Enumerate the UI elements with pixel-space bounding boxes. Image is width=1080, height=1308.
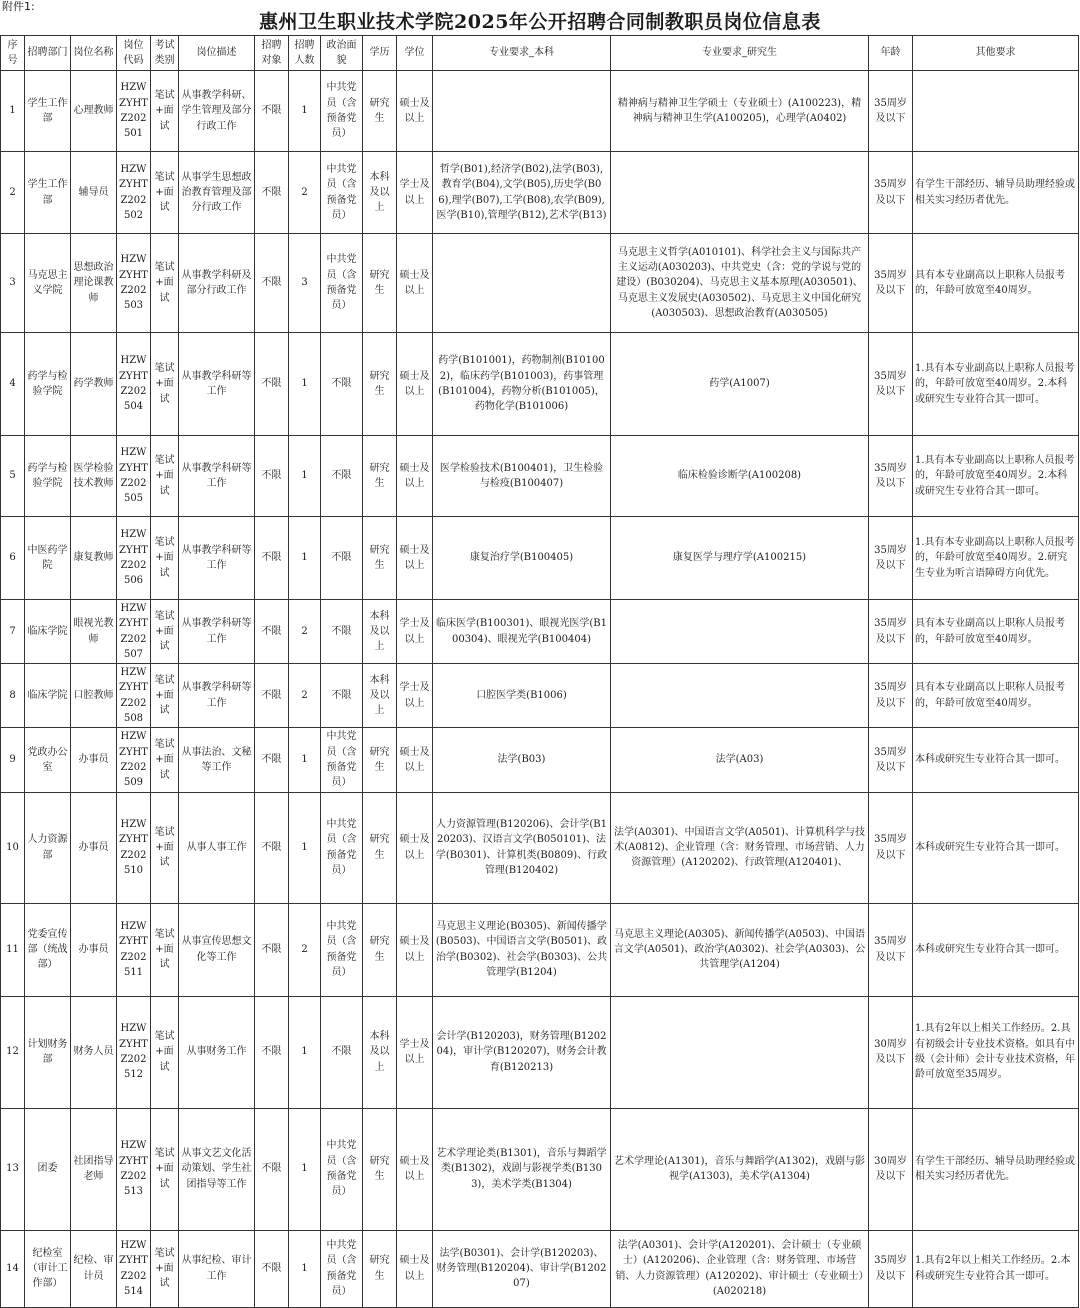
table-cell: 办事员 <box>71 903 117 996</box>
table-cell: 康复医学与理疗学(A100215) <box>611 517 869 600</box>
table-cell: 党政办公室 <box>25 728 71 792</box>
table-cell: 不限 <box>255 333 289 436</box>
table-cell: 不限 <box>255 234 289 333</box>
table-cell: 康复教师 <box>71 517 117 600</box>
table-cell: 1 <box>289 996 321 1108</box>
table-cell: 1 <box>289 517 321 600</box>
table-cell: 康复治疗学(B100405) <box>433 517 611 600</box>
table-cell: 团委 <box>25 1108 71 1230</box>
header-cell: 岗位描述 <box>179 36 255 71</box>
table-cell: 硕士及以上 <box>397 1230 433 1307</box>
table-cell <box>611 996 869 1108</box>
table-row <box>1 996 1079 1108</box>
table-cell: 学生工作部 <box>25 152 71 234</box>
table-cell: 从事教学科研等工作 <box>179 664 255 728</box>
table-cell: HZWZYHTZ202508 <box>117 664 151 728</box>
table-cell: 笔试+面试 <box>151 792 179 903</box>
table-cell: 从事纪检、审计工作 <box>179 1230 255 1307</box>
table-cell: 2 <box>289 152 321 234</box>
table-cell: HZWZYHTZ202507 <box>117 600 151 664</box>
table-cell: 从事宣传思想文化等工作 <box>179 903 255 996</box>
table-row <box>1 600 1079 664</box>
table-cell: 笔试+面试 <box>151 71 179 152</box>
header-cell: 年龄 <box>869 36 913 71</box>
table-cell: 1 <box>289 71 321 152</box>
table-cell: 笔试+面试 <box>151 436 179 517</box>
table-cell: 不限 <box>321 996 363 1108</box>
table-cell: 1 <box>1 71 25 152</box>
table-cell: 不限 <box>255 436 289 517</box>
table-cell: 12 <box>1 996 25 1108</box>
table-cell: 本科或研究生专业符合其一即可。 <box>913 728 1079 792</box>
table-cell: HZWZYHTZ202509 <box>117 728 151 792</box>
page-title: 惠州卫生职业技术学院2025年公开招聘合同制教职员岗位信息表 <box>259 11 821 33</box>
table-cell: 社团指导老师 <box>71 1108 117 1230</box>
header-cell: 考试类别 <box>151 36 179 71</box>
table-cell: 研究生 <box>363 1108 397 1230</box>
table-cell: HZWZYHTZ202506 <box>117 517 151 600</box>
table-cell: 精神病与精神卫生学硕士（专业硕士）(A100223)，精神病与精神卫生学(A100205)，心理学(A0402) <box>611 71 869 152</box>
table-cell: 学生工作部 <box>25 71 71 152</box>
table-cell: 中共党员（含预备党员） <box>321 152 363 234</box>
table-cell: 不限 <box>321 664 363 728</box>
table-cell: 从事教学科研等工作 <box>179 600 255 664</box>
table-row <box>1 903 1079 996</box>
table-cell: 不限 <box>255 792 289 903</box>
header-cell: 其他要求 <box>913 36 1079 71</box>
table-cell: 研究生 <box>363 436 397 517</box>
table-cell: 医学检验技术教师 <box>71 436 117 517</box>
table-cell: 口腔教师 <box>71 664 117 728</box>
table-cell: 从事学生思想政治教育管理及部分行政工作 <box>179 152 255 234</box>
table-cell: 硕士及以上 <box>397 71 433 152</box>
table-cell: 具有本专业副高以上职称人员报考的，年龄可放宽至40周岁。 <box>913 234 1079 333</box>
table-cell: 硕士及以上 <box>397 903 433 996</box>
table-cell: 临床检验诊断学(A100208) <box>611 436 869 517</box>
table-cell: 从事教学科研及部分行政工作 <box>179 234 255 333</box>
table-cell: 本科及以上 <box>363 600 397 664</box>
table-cell <box>433 234 611 333</box>
table-cell: 口腔医学类(B1006) <box>433 664 611 728</box>
table-cell: HZWZYHTZ202502 <box>117 152 151 234</box>
table-cell: 中共党员（含预备党员） <box>321 71 363 152</box>
table-cell: 不限 <box>255 903 289 996</box>
table-cell: 2 <box>289 903 321 996</box>
table-row <box>1 436 1079 517</box>
table-cell: 从事文艺文化活动策划、学生社团指导等工作 <box>179 1108 255 1230</box>
table-cell: 35周岁及以下 <box>869 333 913 436</box>
table-cell: 13 <box>1 1108 25 1230</box>
table-cell: 笔试+面试 <box>151 600 179 664</box>
table-cell: 不限 <box>321 517 363 600</box>
table-row <box>1 1230 1079 1307</box>
table-cell: 30周岁及以下 <box>869 1108 913 1230</box>
table-cell: 笔试+面试 <box>151 996 179 1108</box>
table-cell <box>611 664 869 728</box>
table-cell: 研究生 <box>363 792 397 903</box>
table-cell: 法学(B0301)、会计学(B120203)、财务管理(B120204)、审计学(B120207) <box>433 1230 611 1307</box>
table-cell: 1.具有2年以上相关工作经历。2.具有初级会计专业技术资格。如具有中级（会计师）会计专业技术资格，年龄可放宽至35周岁。 <box>913 996 1079 1108</box>
table-cell: 学士及以上 <box>397 664 433 728</box>
table-cell: 35周岁及以下 <box>869 436 913 517</box>
table-cell: 硕士及以上 <box>397 333 433 436</box>
table-cell: HZWZYHTZ202501 <box>117 71 151 152</box>
table-cell: 2 <box>289 664 321 728</box>
table-cell: 中共党员（含预备党员） <box>321 1230 363 1307</box>
header-cell: 岗位名称 <box>71 36 117 71</box>
table-cell: 具有本专业副高以上职称人员报考的，年龄可放宽至40周岁。 <box>913 664 1079 728</box>
table-cell: 马克思主义学院 <box>25 234 71 333</box>
table-cell: 不限 <box>321 600 363 664</box>
table-cell: 笔试+面试 <box>151 903 179 996</box>
table-cell: 哲学(B01),经济学(B02),法学(B03),教育学(B04),文学(B05),历史学(B06),理学(B07),工学(B08),农学(B09),医学(B10),管理学(B12),艺术学(B13) <box>433 152 611 234</box>
table-cell: 本科及以上 <box>363 996 397 1108</box>
table-cell: 不限 <box>255 728 289 792</box>
table-cell: 法学(A03) <box>611 728 869 792</box>
table-cell: HZWZYHTZ202503 <box>117 234 151 333</box>
table-cell: 7 <box>1 600 25 664</box>
header-cell: 专业要求_本科 <box>433 36 611 71</box>
table-cell: 医学检验技术(B100401)，卫生检验与检疫(B100407) <box>433 436 611 517</box>
table-cell: 1 <box>289 1230 321 1307</box>
table-cell: 1 <box>289 333 321 436</box>
table-cell: 从事教学科研等工作 <box>179 333 255 436</box>
table-cell: 不限 <box>321 436 363 517</box>
table-cell: 研究生 <box>363 333 397 436</box>
table-cell: 中共党员（含预备党员） <box>321 728 363 792</box>
header-cell: 学位 <box>397 36 433 71</box>
table-cell: 眼视光教师 <box>71 600 117 664</box>
table-cell: 从事教学科研等工作 <box>179 517 255 600</box>
table-cell: 2 <box>1 152 25 234</box>
table-cell: 药学(A1007) <box>611 333 869 436</box>
table-row <box>1 152 1079 234</box>
table-cell: 5 <box>1 436 25 517</box>
table-cell: 中共党员（含预备党员） <box>321 1108 363 1230</box>
table-cell: 硕士及以上 <box>397 792 433 903</box>
table-cell: 1.具有本专业副高以上职称人员报考的，年龄可放宽至40周岁。2.本科或研究生专业符合其一即可。 <box>913 333 1079 436</box>
header-cell: 学历 <box>363 36 397 71</box>
table-cell: 笔试+面试 <box>151 234 179 333</box>
table-cell: 3 <box>1 234 25 333</box>
attachment-label: 附件1: <box>2 0 35 13</box>
table-header-row <box>1 36 1079 71</box>
table-cell: 艺术学理论类(B1301)，音乐与舞蹈学类(B1302)，戏剧与影视学类(B1303)，美术学类(B1304) <box>433 1108 611 1230</box>
table-cell: 1 <box>289 792 321 903</box>
table-cell: 从事财务工作 <box>179 996 255 1108</box>
table-cell: 35周岁及以下 <box>869 152 913 234</box>
table-cell: 中共党员（含预备党员） <box>321 903 363 996</box>
table-cell: 硕士及以上 <box>397 436 433 517</box>
table-row <box>1 71 1079 152</box>
table-cell: 研究生 <box>363 234 397 333</box>
table-row <box>1 728 1079 792</box>
table-cell: 思想政治理论课教师 <box>71 234 117 333</box>
table-cell: 马克思主义理论(B0305)、新闻传播学(B0503)、中国语言文学(B0501)、政治学(B0302)、社会学(B0303)、公共管理学(B1204) <box>433 903 611 996</box>
table-cell: 笔试+面试 <box>151 152 179 234</box>
table-cell: 9 <box>1 728 25 792</box>
header-cell: 岗位代码 <box>117 36 151 71</box>
table-cell: 硕士及以上 <box>397 728 433 792</box>
table-cell: 11 <box>1 903 25 996</box>
table-cell: 35周岁及以下 <box>869 517 913 600</box>
table-cell: 35周岁及以下 <box>869 728 913 792</box>
table-cell: 35周岁及以下 <box>869 792 913 903</box>
table-cell: 硕士及以上 <box>397 517 433 600</box>
table-cell: 本科及以上 <box>363 664 397 728</box>
table-cell: 1 <box>289 728 321 792</box>
table-cell: 从事教学科研、学生管理及部分行政工作 <box>179 71 255 152</box>
table-cell: 学士及以上 <box>397 996 433 1108</box>
table-cell: 研究生 <box>363 1230 397 1307</box>
table-cell: 药学教师 <box>71 333 117 436</box>
table-cell: 硕士及以上 <box>397 234 433 333</box>
table-cell: 笔试+面试 <box>151 664 179 728</box>
table-cell: HZWZYHTZ202514 <box>117 1230 151 1307</box>
table-cell: 笔试+面试 <box>151 1230 179 1307</box>
table-cell: 药学(B101001)，药物制剂(B101002)，临床药学(B101003)，药事管理(B101004)，药物分析(B101005)，药物化学(B101006) <box>433 333 611 436</box>
table-cell: 笔试+面试 <box>151 728 179 792</box>
table-row <box>1 517 1079 600</box>
table-cell: 35周岁及以下 <box>869 664 913 728</box>
table-cell: 不限 <box>255 1108 289 1230</box>
table-cell: 学士及以上 <box>397 152 433 234</box>
table-cell: 辅导员 <box>71 152 117 234</box>
table-row <box>1 1108 1079 1230</box>
table-cell: 硕士及以上 <box>397 1108 433 1230</box>
table-cell: 6 <box>1 517 25 600</box>
table-cell: 35周岁及以下 <box>869 600 913 664</box>
table-cell: 心理教师 <box>71 71 117 152</box>
table-row <box>1 792 1079 903</box>
table-cell: 不限 <box>255 664 289 728</box>
table-cell: 具有本专业副高以上职称人员报考的，年龄可放宽至40周岁。 <box>913 600 1079 664</box>
table-row <box>1 333 1079 436</box>
header-cell: 招聘部门 <box>25 36 71 71</box>
table-cell: 学士及以上 <box>397 600 433 664</box>
table-cell: HZWZYHTZ202504 <box>117 333 151 436</box>
table-cell: 35周岁及以下 <box>869 234 913 333</box>
table-cell: 35周岁及以下 <box>869 1230 913 1307</box>
table-cell: 35周岁及以下 <box>869 71 913 152</box>
table-cell: 人力资源部 <box>25 792 71 903</box>
table-cell <box>611 152 869 234</box>
table-cell: 艺术学理论(A1301)，音乐与舞蹈学(A1302)，戏剧与影视学(A1303)，美术学(A1304) <box>611 1108 869 1230</box>
table-cell: 本科及以上 <box>363 152 397 234</box>
header-cell: 序号 <box>1 36 25 71</box>
table-cell: 14 <box>1 1230 25 1307</box>
table-cell: 法学(A0301)、中国语言文学(A0501)、计算机科学与技术(A0812)、企业管理（含：财务管理、市场营销、人力资源管理）(A120202)、行政管理(A120401)、 <box>611 792 869 903</box>
table-cell: 不限 <box>255 600 289 664</box>
table-cell: 纪检室（审计工作部） <box>25 1230 71 1307</box>
table-cell: 临床医学(B100301)、眼视光医学(B100304)、眼视光学(B100404) <box>433 600 611 664</box>
table-cell: HZWZYHTZ202512 <box>117 996 151 1108</box>
table-cell: 从事教学科研等工作 <box>179 436 255 517</box>
table-cell: 从事法治、文秘等工作 <box>179 728 255 792</box>
header-cell: 招聘对象 <box>255 36 289 71</box>
table-cell: 不限 <box>255 71 289 152</box>
table-cell: 研究生 <box>363 71 397 152</box>
table-cell: 本科或研究生专业符合其一即可。 <box>913 903 1079 996</box>
table-cell: HZWZYHTZ202511 <box>117 903 151 996</box>
table-cell: 4 <box>1 333 25 436</box>
table-cell: 中共党员（含预备党员） <box>321 792 363 903</box>
table-cell <box>433 71 611 152</box>
table-cell: 药学与检验学院 <box>25 436 71 517</box>
table-cell: 3 <box>289 234 321 333</box>
table-cell: 中医药学院 <box>25 517 71 600</box>
table-cell: 35周岁及以下 <box>869 903 913 996</box>
table-cell: 马克思主义哲学(A010101)、科学社会主义与国际共产主义运动(A030203)、中共党史（含：党的学说与党的建设）(B030204)、马克思主义基本原理(A030501)、马克思主义发展史(A030502)、马克思主义中国化研究(A030503)、思想政治教育(A030505) <box>611 234 869 333</box>
table-cell: 纪检、审计员 <box>71 1230 117 1307</box>
table-cell: 笔试+面试 <box>151 517 179 600</box>
table-cell <box>913 71 1079 152</box>
table-cell: 中共党员（含预备党员） <box>321 234 363 333</box>
table-body <box>1 71 1079 1308</box>
table-cell: 临床学院 <box>25 600 71 664</box>
table-cell <box>611 600 869 664</box>
table-cell: 研究生 <box>363 903 397 996</box>
table-cell: 1.具有本专业副高以上职称人员报考的，年龄可放宽至40周岁。2.本科或研究生专业符合其一即可。 <box>913 436 1079 517</box>
table-cell: 2 <box>289 600 321 664</box>
table-cell: HZWZYHTZ202505 <box>117 436 151 517</box>
table-cell: 法学(A0301)、会计学(A120201)、会计硕士（专业硕士）(A120206)、企业管理（含：财务管理、市场营销、人力资源管理）(A120202)、审计硕士（专业硕士）(A020218) <box>611 1230 869 1307</box>
table-cell: 办事员 <box>71 792 117 903</box>
table-cell: 1.具有2年以上相关工作经历。2.本科或研究生专业符合其一即可。 <box>913 1230 1079 1307</box>
table-cell: 财务人员 <box>71 996 117 1108</box>
table-cell: 研究生 <box>363 517 397 600</box>
header-cell: 政治面貌 <box>321 36 363 71</box>
table-cell: 会计学(B120203)，财务管理(B120204)，审计学(B120207)，财务会计教育(B120213) <box>433 996 611 1108</box>
table-cell: 从事人事工作 <box>179 792 255 903</box>
table-cell: 笔试+面试 <box>151 333 179 436</box>
table-row <box>1 664 1079 728</box>
table-cell: 研究生 <box>363 728 397 792</box>
table-cell: 人力资源管理(B120206)、会计学(B120203)、汉语言文学(B050101)、法学(B0301)、计算机类(B0809)、行政管理(B120402) <box>433 792 611 903</box>
table-cell: 不限 <box>255 152 289 234</box>
table-cell: 本科或研究生专业符合其一即可。 <box>913 792 1079 903</box>
table-cell: 党委宣传部（统战部） <box>25 903 71 996</box>
table-cell: 1 <box>289 1108 321 1230</box>
table-cell: 1.具有本专业副高以上职称人员报考的，年龄可放宽至40周岁。2.研究生专业为听言语障碍方向优先。 <box>913 517 1079 600</box>
header-cell: 招聘人数 <box>289 36 321 71</box>
table-cell: 10 <box>1 792 25 903</box>
table-cell: 有学生干部经历、辅导员助理经验或相关实习经历者优先。 <box>913 152 1079 234</box>
table-cell: 计划财务部 <box>25 996 71 1108</box>
table-cell: 笔试+面试 <box>151 1108 179 1230</box>
table-cell: 有学生干部经历、辅导员助理经验或相关实习经历者优先。 <box>913 1108 1079 1230</box>
table-cell: 不限 <box>255 996 289 1108</box>
table-cell: 临床学院 <box>25 664 71 728</box>
table-cell: 1 <box>289 436 321 517</box>
header-cell: 专业要求_研究生 <box>611 36 869 71</box>
table-cell: 办事员 <box>71 728 117 792</box>
table-cell: 不限 <box>255 517 289 600</box>
table-cell: 马克思主义理论(A0305)、新闻传播学(A0503)、中国语言文学(A0501)、政治学(A0302)、社会学(A0303)、公共管理学(A1204) <box>611 903 869 996</box>
table-cell: HZWZYHTZ202510 <box>117 792 151 903</box>
table-cell: 30周岁及以下 <box>869 996 913 1108</box>
table-cell: HZWZYHTZ202513 <box>117 1108 151 1230</box>
table-cell: 药学与检验学院 <box>25 333 71 436</box>
recruitment-table <box>0 35 1079 1308</box>
table-row <box>1 234 1079 333</box>
table-cell: 8 <box>1 664 25 728</box>
table-cell: 法学(B03) <box>433 728 611 792</box>
table-cell: 不限 <box>255 1230 289 1307</box>
table-cell: 不限 <box>321 333 363 436</box>
